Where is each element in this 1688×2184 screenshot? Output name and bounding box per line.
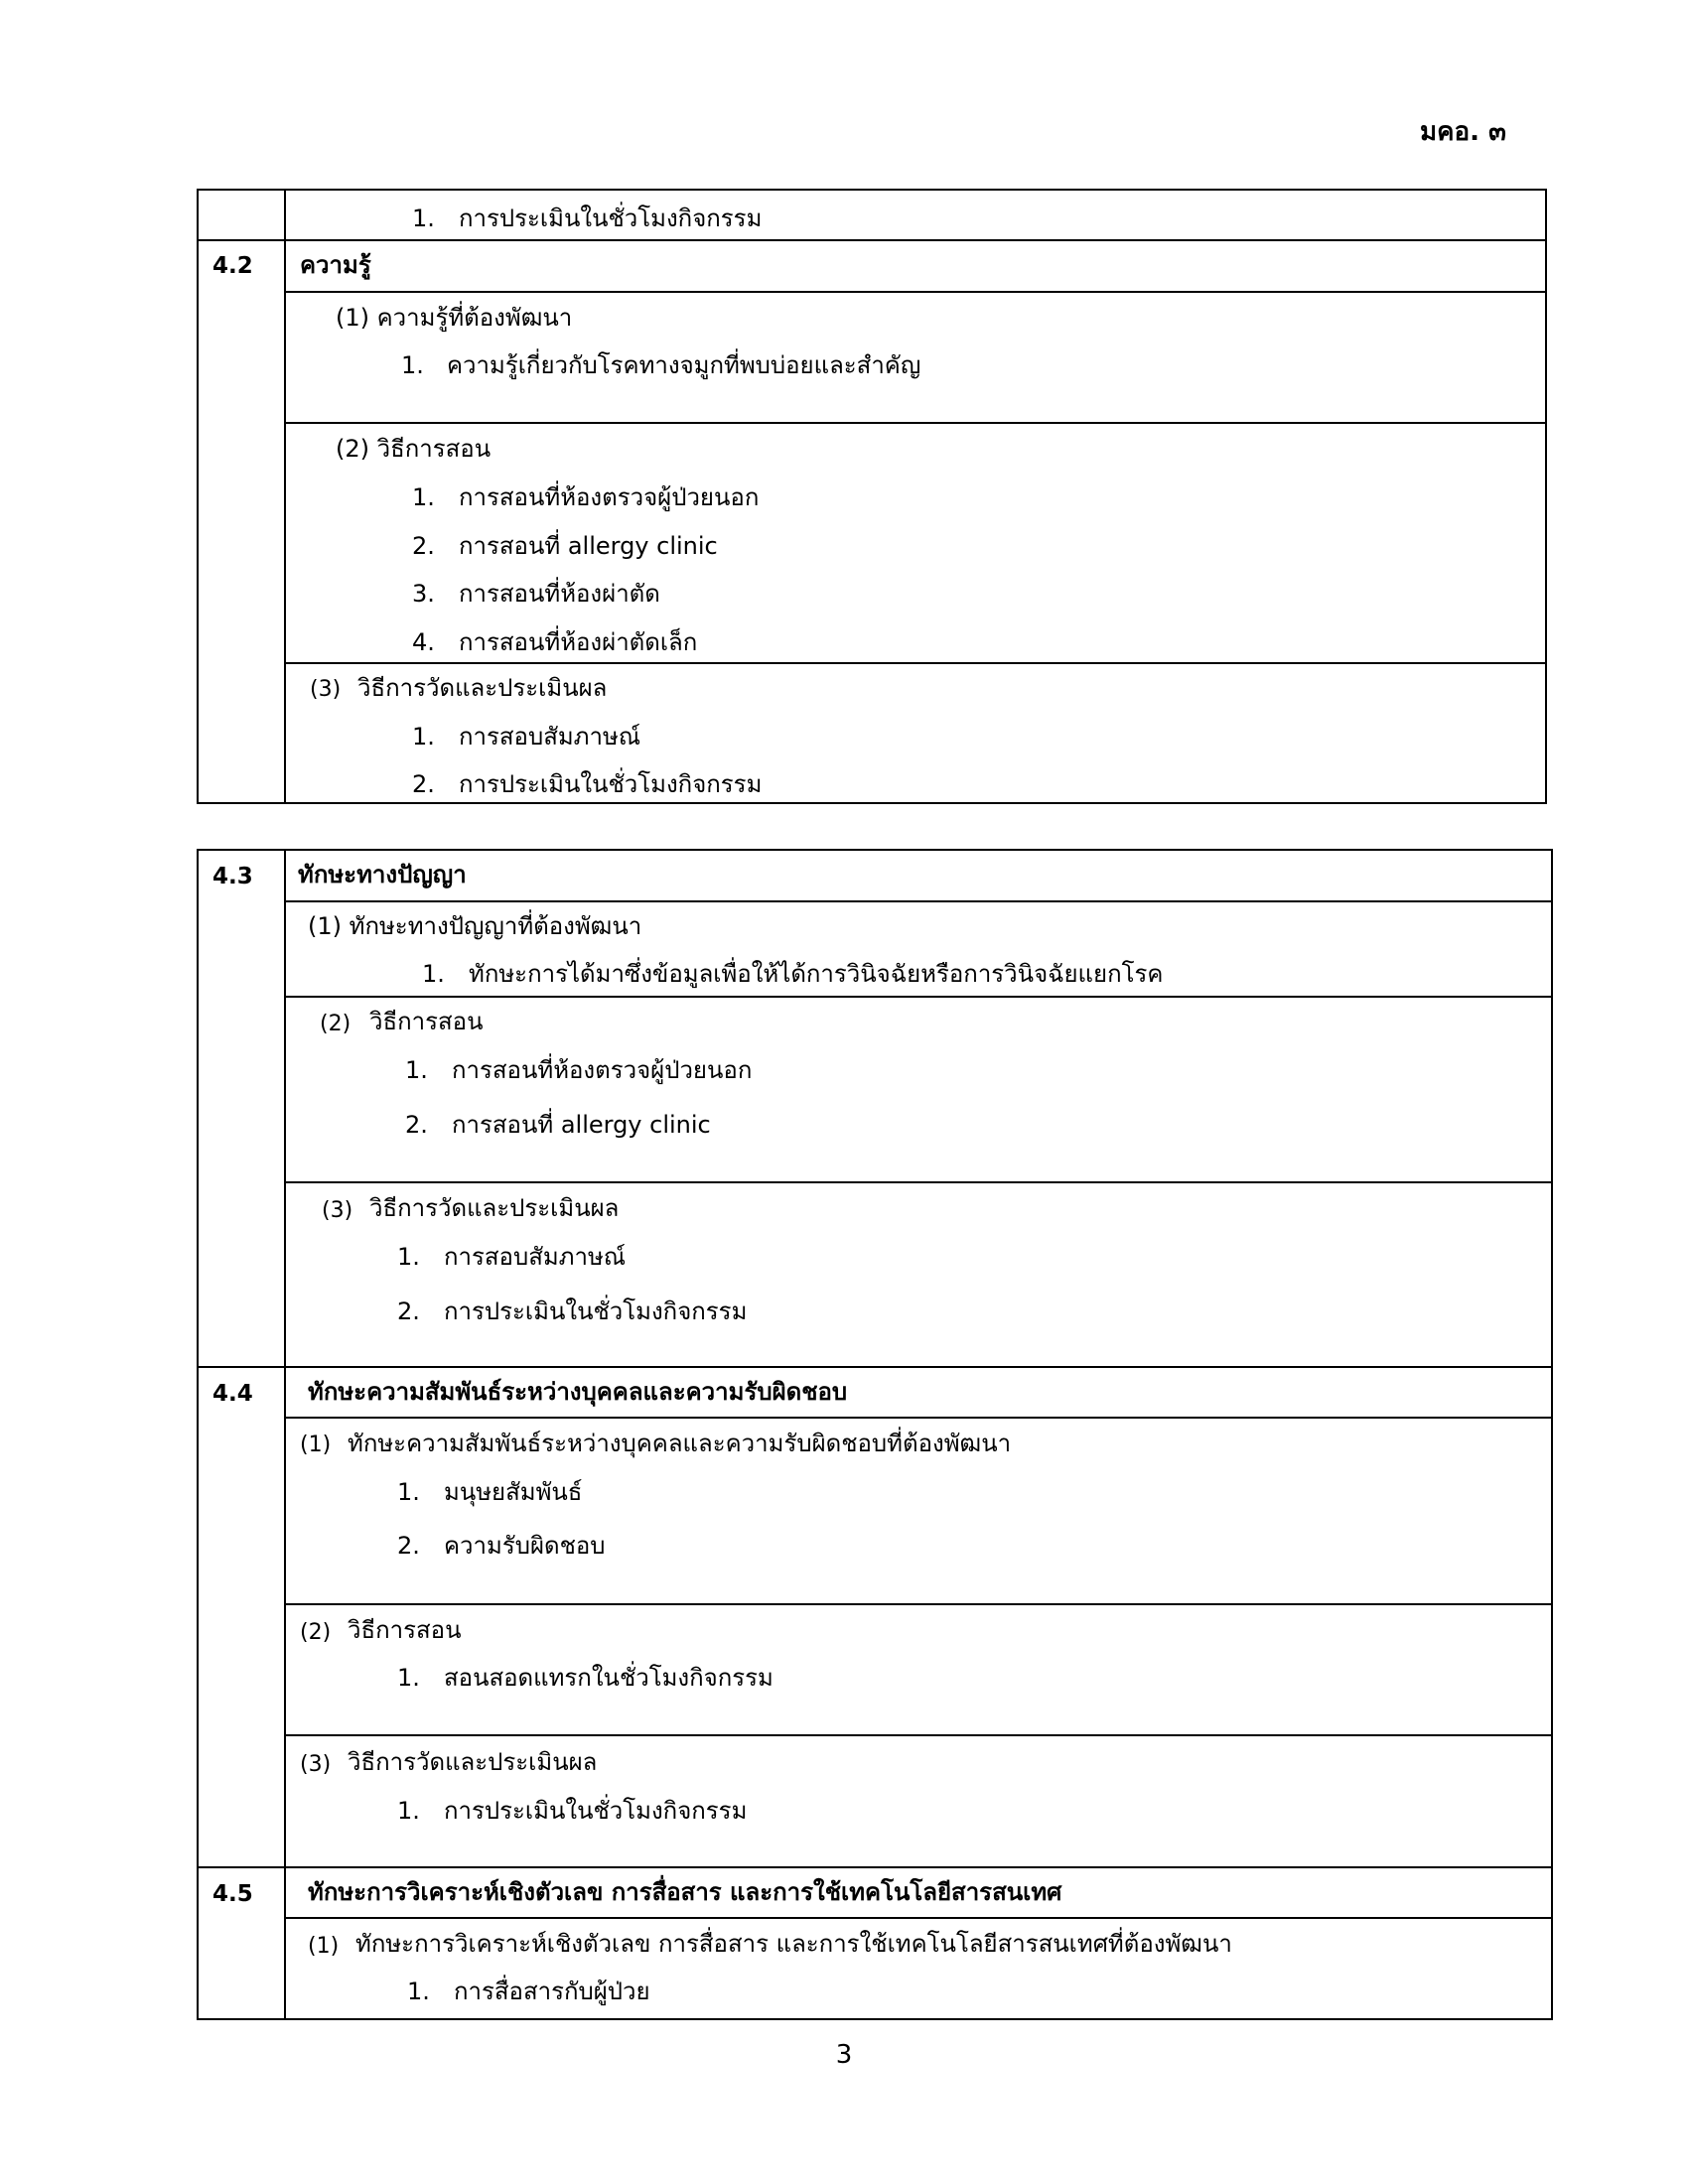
list-item: การสื่อสารกับผู้ป่วย xyxy=(454,1978,650,2005)
row-divider xyxy=(286,291,1545,293)
section-number: 4.3 xyxy=(212,864,253,889)
section-number: 4.5 xyxy=(212,1881,253,1907)
section-title: ทักษะการวิเคราะห์เชิงตัวเลข การสื่อสาร และการใช้เทคโนโลยีสารสนเทศ xyxy=(308,1878,1062,1906)
page-number: 3 xyxy=(835,2040,853,2070)
list-item-number: 3. xyxy=(412,580,435,608)
section-number: 4.4 xyxy=(212,1381,253,1407)
develop-label: ทักษะความสัมพันธ์ระหว่างบุคคลและความรับผิดชอบที่ต้องพัฒนา xyxy=(348,1430,1012,1457)
row-divider xyxy=(286,1417,1551,1419)
list-item: การสอบสัมภาษณ์ xyxy=(444,1243,627,1271)
list-item: การสอบสัมภาษณ์ xyxy=(459,723,641,751)
row-divider xyxy=(199,1866,1551,1868)
list-item: การประเมินในชั่วโมงกิจกรรม xyxy=(459,205,763,232)
section-title: ทักษะความสัมพันธ์ระหว่างบุคคลและความรับผิดชอบ xyxy=(308,1378,848,1406)
assessment-label: วิธีการวัดและประเมินผล xyxy=(348,1748,598,1776)
section-title: ทักษะทางปัญญา xyxy=(298,861,467,888)
list-item-number: 1. xyxy=(422,960,445,988)
list-item-number: 1. xyxy=(405,1056,428,1084)
list-item-number: 4. xyxy=(412,628,435,656)
section-title: ความรู้ xyxy=(300,251,371,279)
table-knowledge xyxy=(197,189,1547,804)
list-item: การประเมินในชั่วโมงกิจกรรม xyxy=(444,1297,748,1325)
list-item-number: 2. xyxy=(397,1532,420,1560)
list-item-number: 2. xyxy=(405,1111,428,1139)
list-item-number: 2. xyxy=(397,1297,420,1325)
section-number-column xyxy=(199,191,286,802)
list-item: การสอนที่ห้องผ่าตัดเล็ก xyxy=(459,628,698,656)
row-divider xyxy=(286,1603,1551,1605)
table-skills xyxy=(197,849,1553,2020)
row-divider xyxy=(286,1917,1551,1919)
list-item: การสอนที่ allergy clinic xyxy=(452,1111,711,1139)
list-item-number: 1. xyxy=(401,351,424,379)
list-item-number: 2. xyxy=(412,770,435,798)
list-item: ความรับผิดชอบ xyxy=(444,1532,606,1560)
section-number: 4.2 xyxy=(212,253,253,279)
list-item: ทักษะการได้มาซึ่งข้อมูลเพื่อให้ได้การวินิจฉัยหรือการวินิจฉัยแยกโรค xyxy=(469,960,1164,988)
assessment-label: วิธีการวัดและประเมินผล xyxy=(369,1194,620,1222)
list-item: สอนสอดแทรกในชั่วโมงกิจกรรม xyxy=(444,1664,774,1692)
list-item-number: 1. xyxy=(412,483,435,511)
list-item-number: 1. xyxy=(412,723,435,751)
list-item-number: 1. xyxy=(397,1664,420,1692)
section-number-column xyxy=(199,851,286,2018)
list-item: การสอนที่ห้องตรวจผู้ป่วยนอก xyxy=(459,483,760,511)
row-divider xyxy=(199,239,1545,241)
assessment-label-number: (3) xyxy=(322,1198,353,1223)
teaching-label: วิธีการสอน xyxy=(369,1008,484,1035)
develop-label-number: (1) xyxy=(300,1433,332,1457)
teaching-label-number: (2) xyxy=(320,1012,352,1036)
row-divider xyxy=(286,900,1551,902)
row-divider xyxy=(286,1181,1551,1183)
list-item: การสอนที่ allergy clinic xyxy=(459,532,718,560)
row-divider xyxy=(286,662,1545,664)
develop-label: (1) ความรู้ที่ต้องพัฒนา xyxy=(336,304,573,332)
teaching-label: (2) วิธีการสอน xyxy=(336,435,492,463)
list-item: ความรู้เกี่ยวกับโรคทางจมูกที่พบบ่อยและสำคัญ xyxy=(447,351,921,379)
list-item: การสอนที่ห้องผ่าตัด xyxy=(459,580,660,608)
row-divider xyxy=(286,422,1545,424)
row-divider xyxy=(286,996,1551,998)
list-item: การประเมินในชั่วโมงกิจกรรม xyxy=(444,1797,748,1825)
teaching-label: วิธีการสอน xyxy=(348,1616,462,1644)
assessment-label: วิธีการวัดและประเมินผล xyxy=(357,674,608,702)
list-item-number: 1. xyxy=(412,205,435,232)
assessment-label-number: (3) xyxy=(300,1752,332,1777)
list-item-number: 2. xyxy=(412,532,435,560)
develop-label: ทักษะการวิเคราะห์เชิงตัวเลข การสื่อสาร และการใช้เทคโนโลยีสารสนเทศที่ต้องพัฒนา xyxy=(355,1930,1232,1958)
document-code: มคอ. ๓ xyxy=(1420,117,1506,147)
list-item: มนุษยสัมพันธ์ xyxy=(444,1478,583,1506)
develop-label: (1) ทักษะทางปัญญาที่ต้องพัฒนา xyxy=(308,912,642,940)
list-item: การประเมินในชั่วโมงกิจกรรม xyxy=(459,770,763,798)
list-item-number: 1. xyxy=(397,1797,420,1825)
teaching-label-number: (2) xyxy=(300,1620,332,1645)
list-item-number: 1. xyxy=(397,1478,420,1506)
row-divider xyxy=(286,1734,1551,1736)
row-divider xyxy=(199,1366,1551,1368)
develop-label-number: (1) xyxy=(308,1934,340,1959)
list-item-number: 1. xyxy=(407,1978,430,2005)
assessment-label-number: (3) xyxy=(310,677,342,702)
list-item-number: 1. xyxy=(397,1243,420,1271)
list-item: การสอนที่ห้องตรวจผู้ป่วยนอก xyxy=(452,1056,753,1084)
